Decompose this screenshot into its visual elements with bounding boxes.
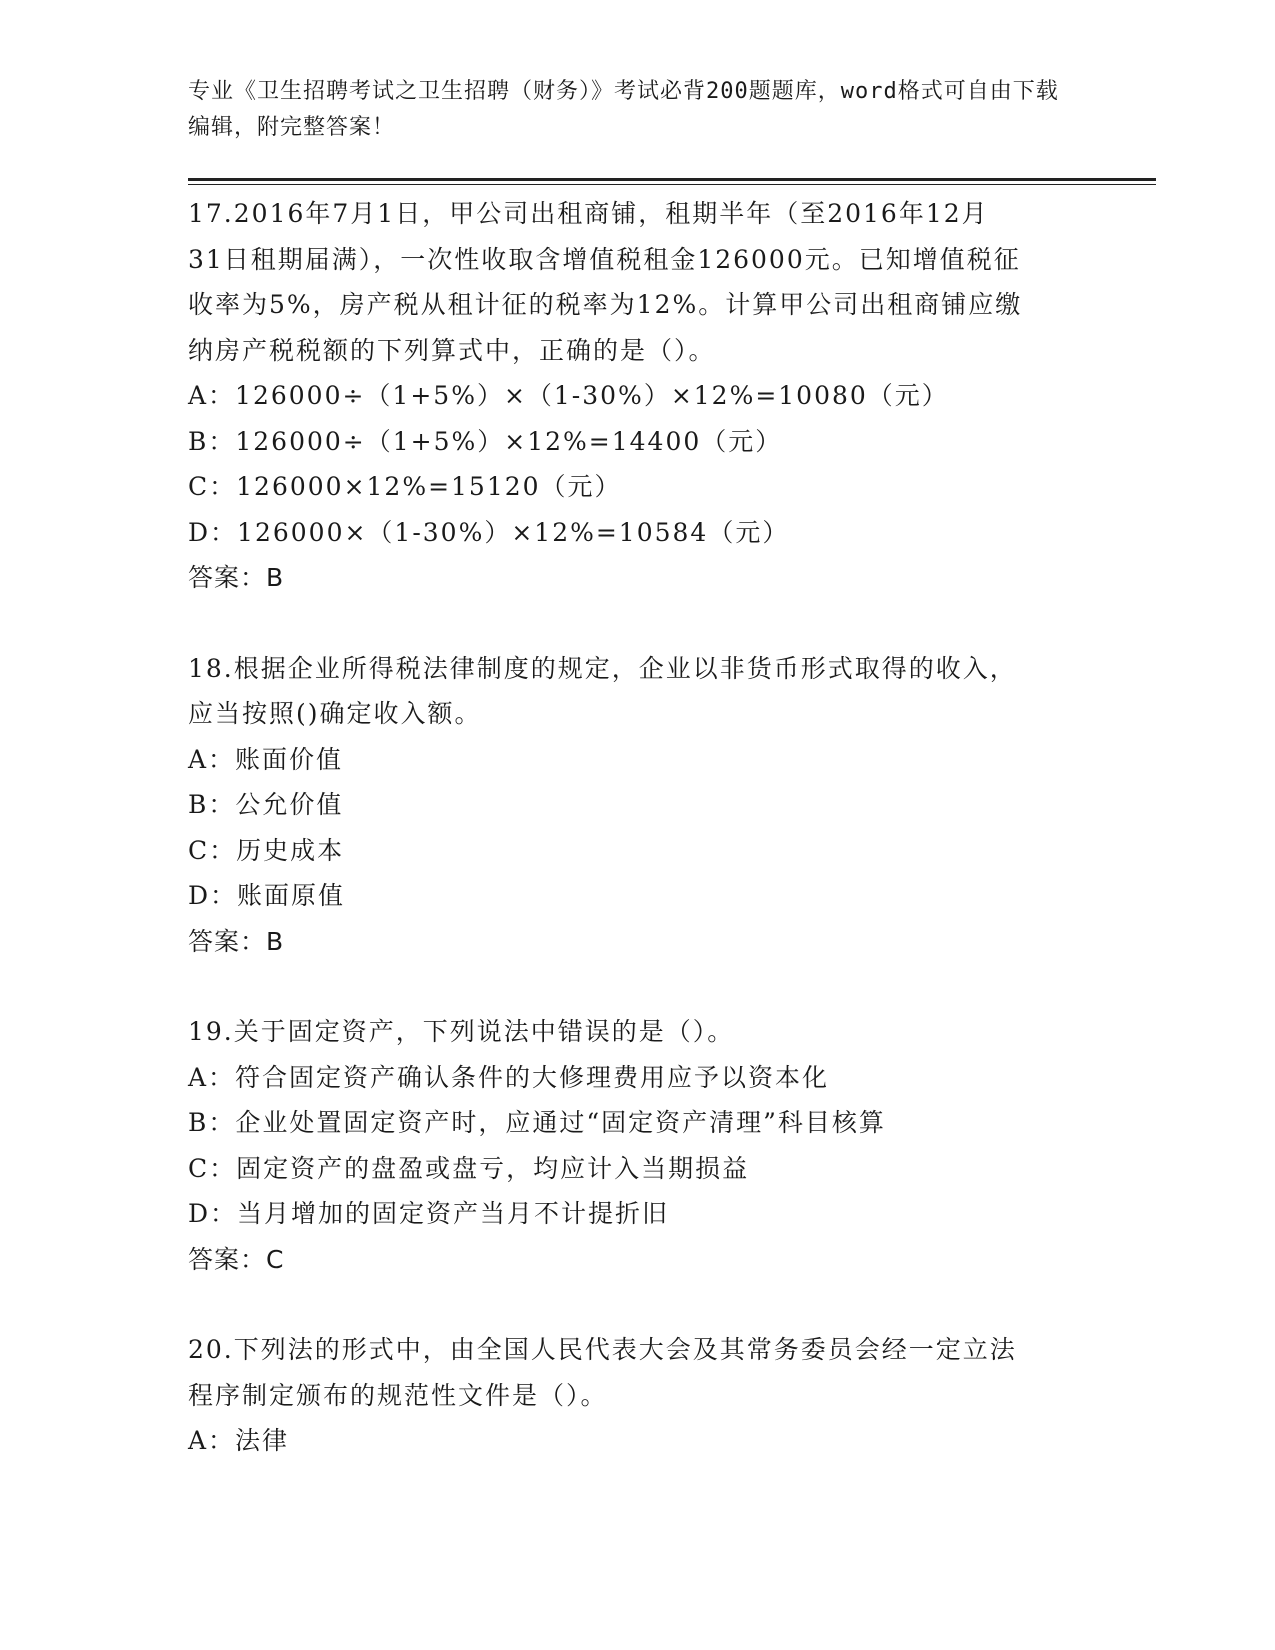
option-d: D：126000×（1-30%）×12%=10584（元） bbox=[188, 517, 790, 547]
header-rule-thick bbox=[188, 178, 1156, 181]
question-stem-line: 纳房产税税额的下列算式中，正确的是（）。 bbox=[188, 335, 716, 365]
option-a: A：符合固定资产确认条件的大修理费用应予以资本化 bbox=[188, 1062, 830, 1092]
option-b: B：126000÷（1+5%）×12%=14400（元） bbox=[188, 426, 783, 456]
option-d: D：当月增加的固定资产当月不计提折旧 bbox=[188, 1199, 670, 1228]
option-a: A：账面价值 bbox=[188, 744, 344, 774]
question-stem-line: 19.关于固定资产，下列说法中错误的是（）。 bbox=[188, 1017, 735, 1046]
question-stem-line: 31日租期届满），一次性收取含增值税租金126000元。已知增值税征 bbox=[188, 244, 1021, 274]
option-b: B：企业处置固定资产时，应通过“固定资产清理”科目核算 bbox=[188, 1108, 886, 1137]
question-20 bbox=[188, 1327, 1088, 1464]
question-list bbox=[188, 191, 1088, 1509]
question-stem-line: 应当按照()确定收入额。 bbox=[188, 699, 482, 728]
header-rule-thin bbox=[188, 184, 1156, 185]
option-a: A：法律 bbox=[188, 1426, 290, 1455]
question-stem-line: 20.下列法的形式中，由全国人民代表大会及其常务委员会经一定立法 bbox=[188, 1335, 1017, 1364]
option-c: C：固定资产的盘盈或盘亏，均应计入当期损益 bbox=[188, 1153, 750, 1183]
option-a: A：126000÷（1+5%）×（1-30%）×12%=10080（元） bbox=[188, 381, 949, 410]
question-19 bbox=[188, 1009, 1088, 1282]
answer-line: 答案：B bbox=[188, 926, 285, 956]
question-stem-line: 程序制定颁布的规范性文件是（）。 bbox=[188, 1380, 608, 1410]
option-b: B：公允价值 bbox=[188, 790, 344, 819]
document-header: 专业《卫生招聘考试之卫生招聘（财务）》考试必背200题题库，word格式可自由下载编辑，附完整答案！ bbox=[188, 79, 1059, 140]
option-d: D：账面原值 bbox=[188, 881, 346, 910]
question-stem-line: 17.2016年7月1日，甲公司出租商铺，租期半年（至2016年12月 bbox=[188, 199, 989, 228]
answer-line: 答案：B bbox=[188, 563, 285, 592]
option-c: C：126000×12%=15120（元） bbox=[188, 472, 622, 501]
question-stem-line: 收率为5%，房产税从租计征的税率为12%。计算甲公司出租商铺应缴 bbox=[188, 290, 1023, 319]
option-c: C：历史成本 bbox=[188, 835, 345, 865]
question-17 bbox=[188, 191, 1088, 601]
answer-line: 答案：C bbox=[188, 1244, 285, 1274]
question-stem-line: 18.根据企业所得税法律制度的规定，企业以非货币形式取得的收入， bbox=[188, 653, 1017, 683]
question-18 bbox=[188, 646, 1088, 965]
